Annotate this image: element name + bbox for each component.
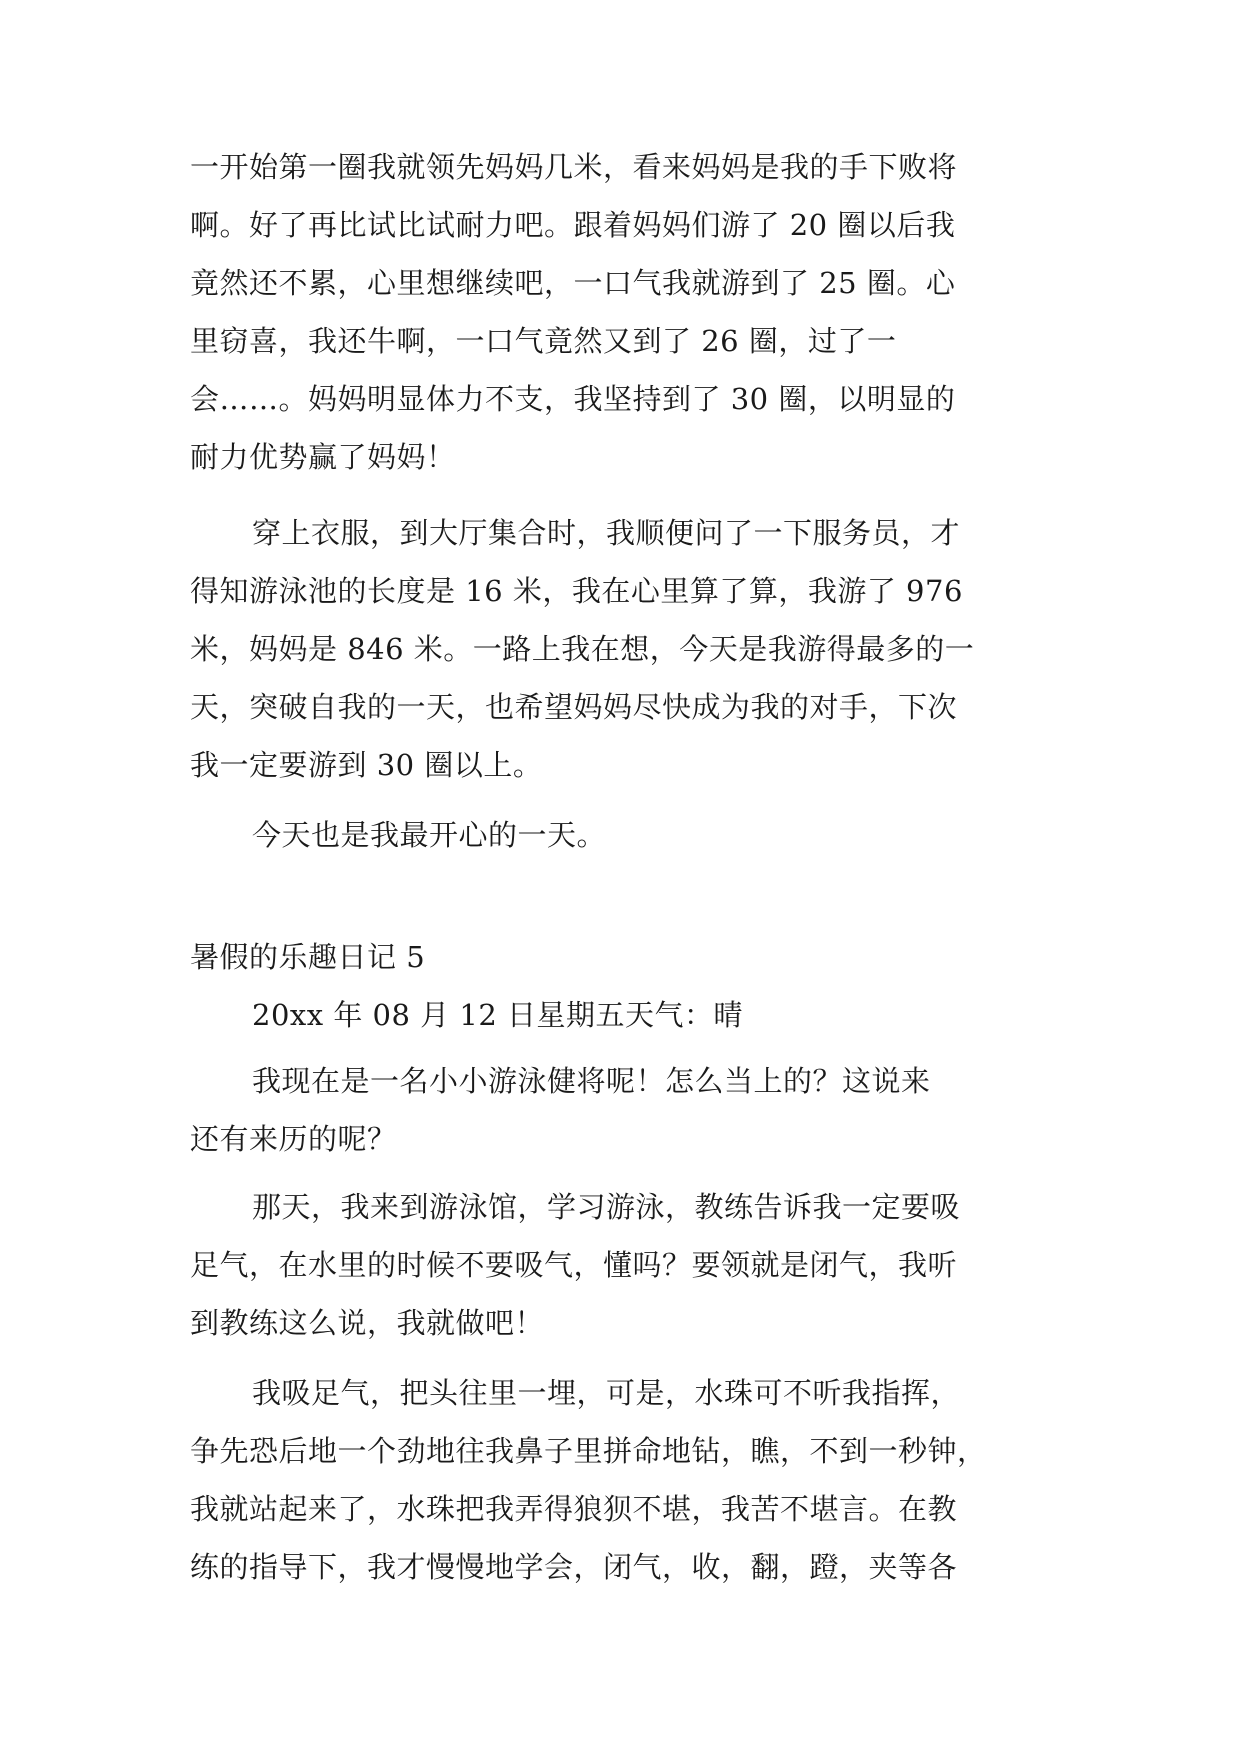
text-line: 天，突破自我的一天，也希望妈妈尽快成为我的对手，下次	[190, 690, 958, 724]
text-line: 一开始第一圈我就领先妈妈几米，看来妈妈是我的手下败将	[190, 150, 958, 184]
text-line: 竟然还不累，心里想继续吧，一口气我就游到了 25 圈。心	[190, 266, 956, 300]
paragraph-first-line: 今天也是我最开心的一天。	[252, 818, 607, 852]
text-line: 到教练这么说，我就做吧！	[190, 1306, 545, 1340]
section-title: 暑假的乐趣日记 5	[190, 940, 426, 974]
text-line: 争先恐后地一个劲地往我鼻子里拼命地钻，瞧，不到一秒钟，	[190, 1434, 987, 1468]
paragraph-first-line: 穿上衣服，到大厅集合时，我顺便问了一下服务员，才	[252, 516, 961, 550]
text-line: 米，妈妈是 846 米。一路上我在想，今天是我游得最多的一	[190, 632, 975, 666]
text-line: 还有来历的呢？	[190, 1122, 397, 1156]
text-line: 练的指导下，我才慢慢地学会，闭气，收，翻，蹬，夹等各	[190, 1550, 958, 1584]
text-line: 会……。妈妈明显体力不支，我坚持到了 30 圈，以明显的	[190, 382, 956, 416]
date-line: 20xx 年 08 月 12 日星期五天气：晴	[252, 998, 744, 1032]
text-line: 得知游泳池的长度是 16 米，我在心里算了算，我游了 976	[190, 574, 963, 608]
paragraph-first-line: 我现在是一名小小游泳健将呢！怎么当上的？这说来	[252, 1064, 931, 1098]
text-line: 足气，在水里的时候不要吸气，懂吗？要领就是闭气，我听	[190, 1248, 958, 1282]
paragraph-first-line: 我吸足气，把头往里一埋，可是，水珠可不听我指挥，	[252, 1376, 961, 1410]
text-line: 我就站起来了，水珠把我弄得狼狈不堪，我苦不堪言。在教	[190, 1492, 958, 1526]
text-line: 我一定要游到 30 圈以上。	[190, 748, 543, 782]
paragraph-first-line: 那天，我来到游泳馆，学习游泳，教练告诉我一定要吸	[252, 1190, 961, 1224]
text-line: 里窃喜，我还牛啊，一口气竟然又到了 26 圈，过了一	[190, 324, 897, 358]
text-line: 啊。好了再比试比试耐力吧。跟着妈妈们游了 20 圈以后我	[190, 208, 956, 242]
text-line: 耐力优势赢了妈妈！	[190, 440, 456, 474]
